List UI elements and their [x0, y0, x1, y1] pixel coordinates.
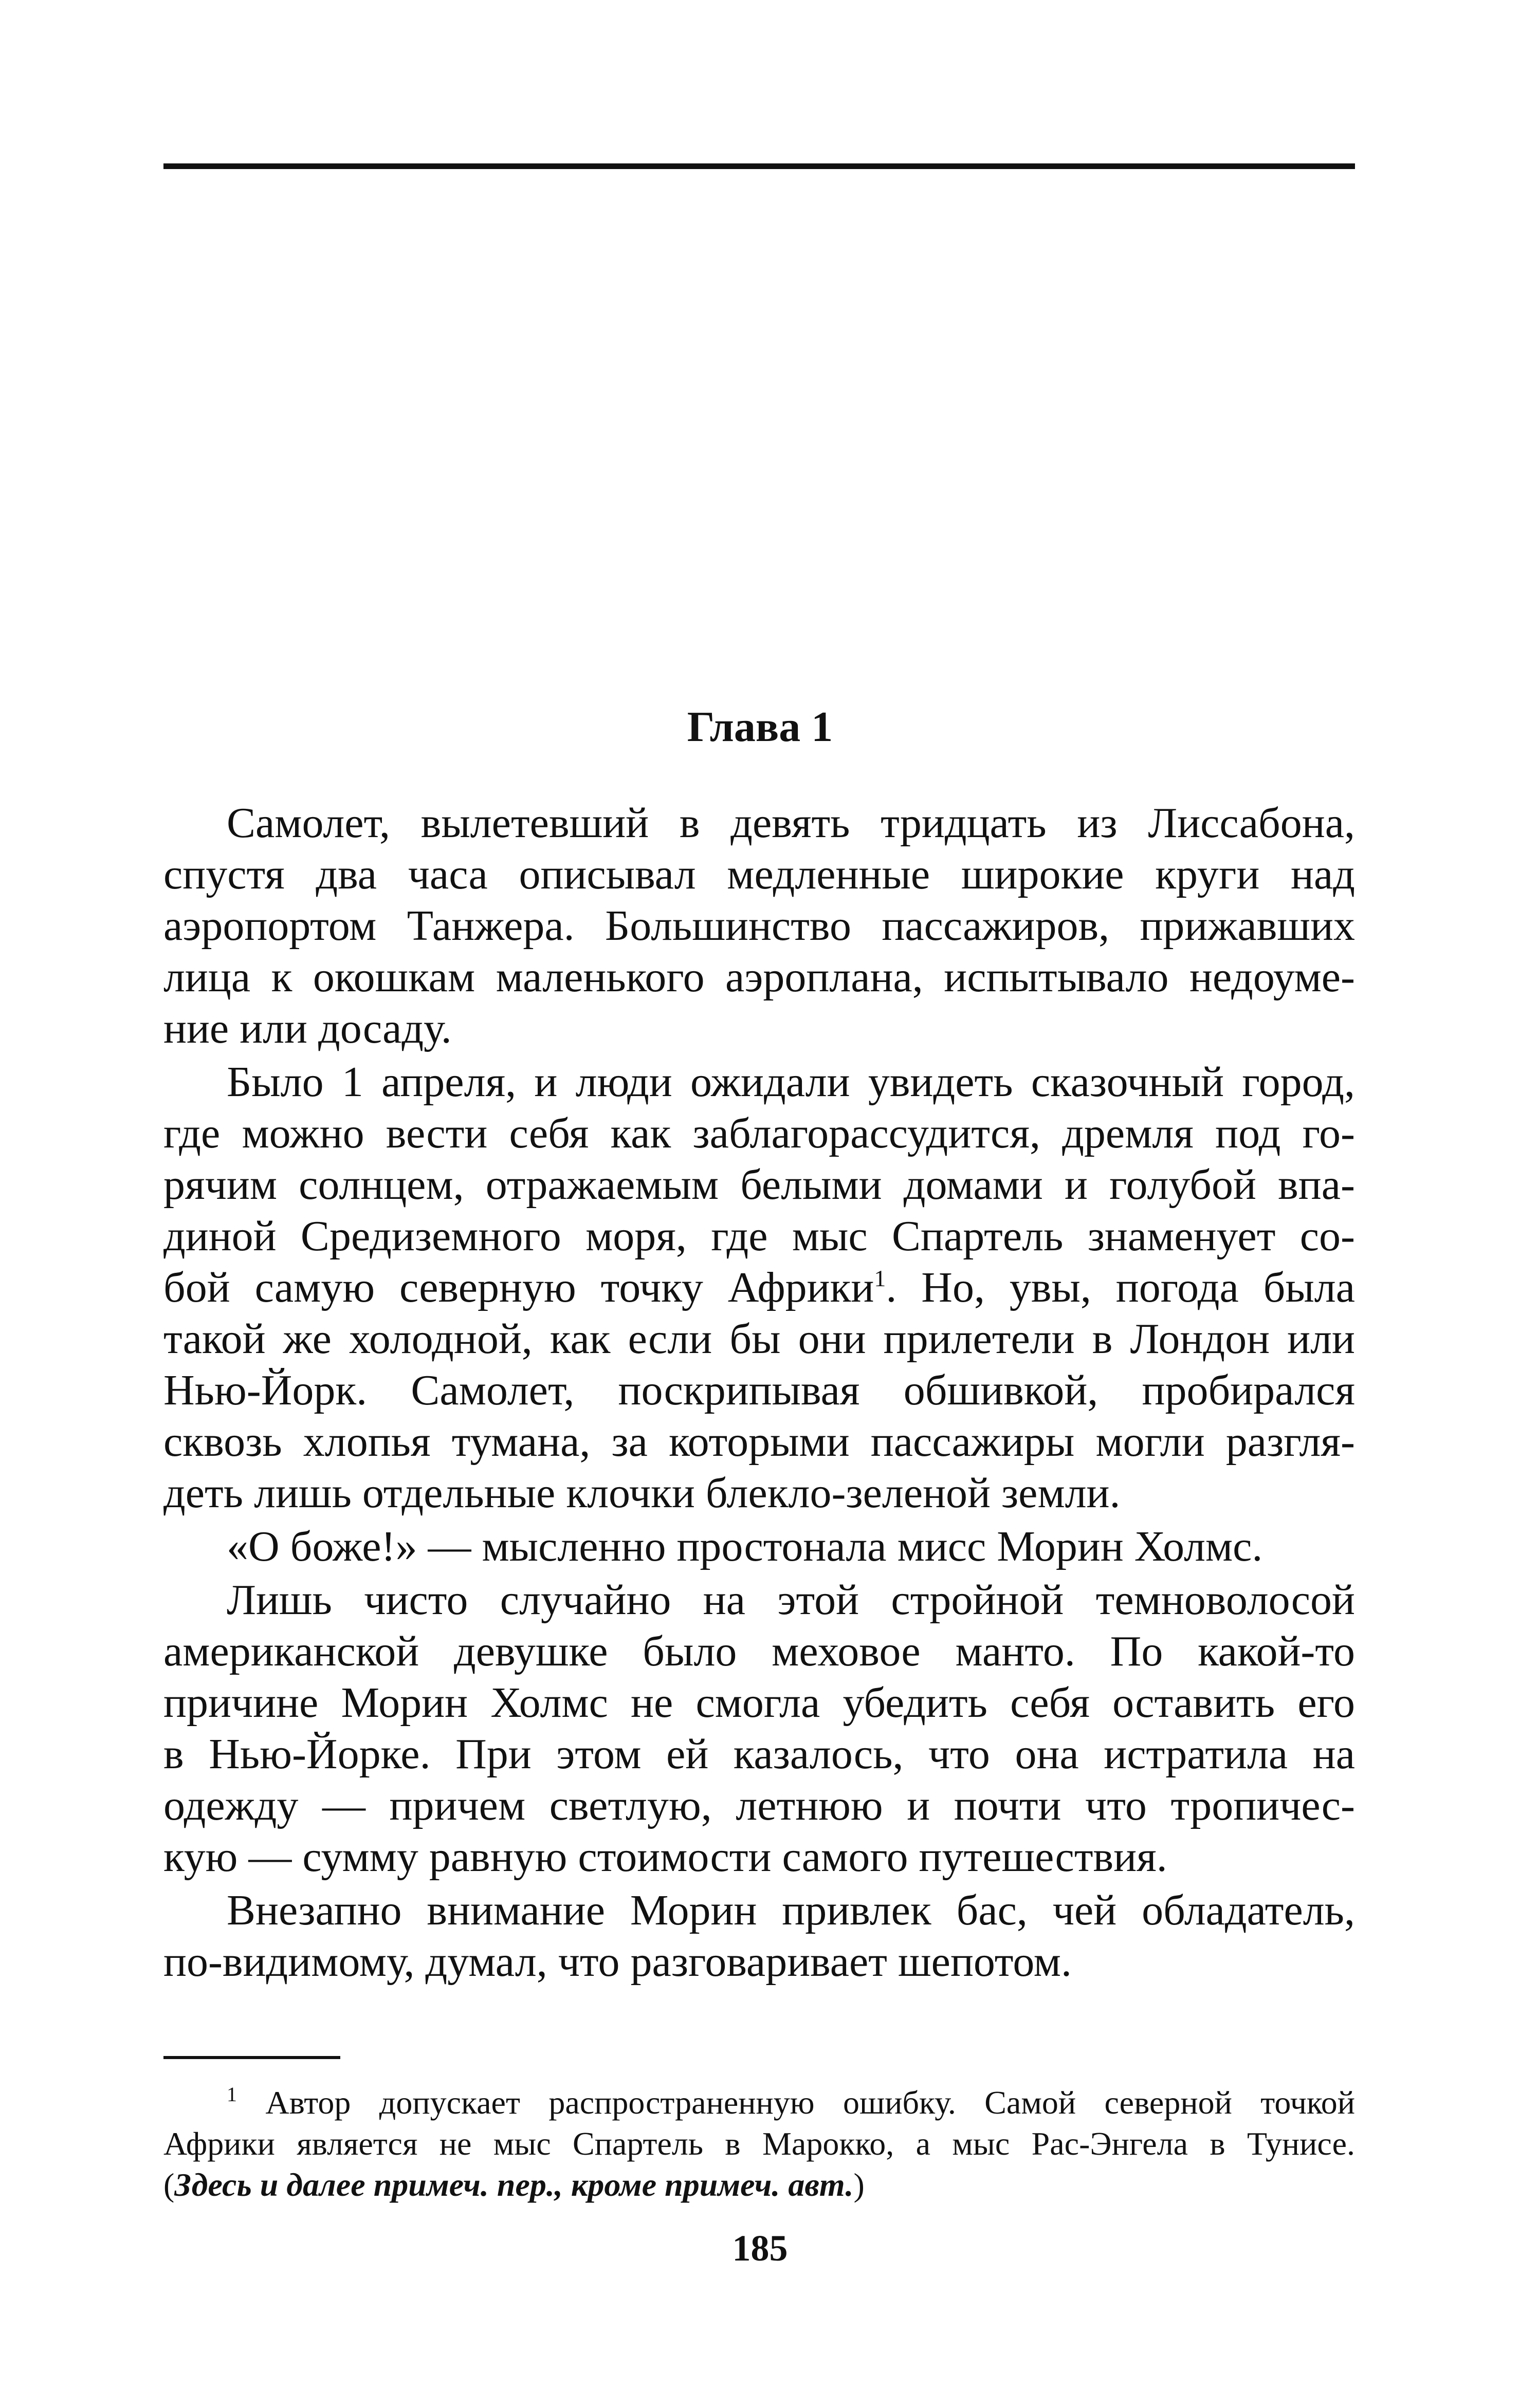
footnote-marker: 1 [227, 2083, 237, 2106]
text-line-with-footnote [163, 1262, 1355, 1313]
footnote-note: Здесь и далее примеч. пер., кроме примеч. авт. [174, 2166, 854, 2203]
text-line: кую — сумму равную стоимости самого путешествия. [163, 1833, 1167, 1881]
paragraph [163, 1521, 1355, 1572]
text-line: аэропортом Танжера. Большинство пассажиров, прижавших [163, 902, 1355, 950]
paragraph [163, 1885, 1355, 1988]
text-line: американской девушке было меховое манто. По какой-то [163, 1627, 1355, 1675]
page-number: 185 [732, 2228, 788, 2269]
text-line: Внезапно внимание Морин привлек бас, чей обладатель, [227, 1886, 1355, 1934]
text-line: одежду — причем светлую, летнюю и почти что тропичес- [163, 1782, 1355, 1829]
text-line: диной Средиземного моря, где мыс Спартель знаменует со- [163, 1212, 1355, 1260]
footnote-paren: ( [163, 2166, 175, 2203]
text-line: Было 1 апреля, и люди ожидали увидеть сказочный город, [227, 1058, 1355, 1106]
text-line: рячим солнцем, отражаемым белыми домами и голубой впа- [163, 1161, 1355, 1209]
paragraph [163, 1575, 1355, 1883]
text-line: Лишь чисто случайно на этой стройной темноволосой [227, 1576, 1355, 1624]
chapter-title: Глава 1 [687, 703, 833, 751]
footnote [163, 2082, 1355, 2206]
footnote-line [163, 2164, 1355, 2206]
text-line: по-видимому, думал, что разговаривает шепотом. [163, 1938, 1072, 1986]
text-line: спустя два часа описывал медленные широкие круги над [163, 850, 1355, 898]
text-line: сквозь хлопья тумана, за которыми пассажиры могли разгля- [163, 1418, 1355, 1466]
footnote-line: Африки является не мыс Спартель в Марокко, а мыс Рас-Энгела в Тунисе. [163, 2125, 1355, 2162]
text-line: где можно вести себя как заблагорассудится, дремля под го- [163, 1109, 1355, 1157]
footnote-paren: ) [853, 2166, 865, 2203]
text-line: Самолет, вылетевший в девять тридцать из Лиссабона, [227, 799, 1355, 847]
text-line: такой же холодной, как если бы они прилетели в Лондон или [163, 1315, 1355, 1363]
text-line: причине Морин Холмс не смогла убедить себя оставить его [163, 1679, 1355, 1727]
body-text [163, 798, 1355, 1990]
top-rule [163, 163, 1355, 169]
text-line: деть лишь отдельные клочки блекло-зеленой земли. [163, 1469, 1121, 1517]
text-line: «О боже!» — мысленно простонала мисс Морин Холмс. [227, 1523, 1263, 1570]
text-line: Нью-Йорк. Самолет, поскрипывая обшивкой, пробирался [163, 1366, 1355, 1414]
paragraph [163, 1057, 1355, 1519]
footnote-divider [163, 2056, 340, 2059]
paragraph [163, 798, 1355, 1054]
footnote-text: Автор допускает распространенную ошибку. Самой северной точкой [265, 2084, 1356, 2121]
text-line: в Нью-Йорке. При этом ей казалось, что она истратила на [163, 1730, 1355, 1778]
text-line: ние или досаду. [163, 1005, 452, 1052]
text-line: лица к окошкам маленького аэроплана, испытывало недоуме- [163, 953, 1355, 1001]
text-segment: . Но, увы, погода была [886, 1264, 1355, 1311]
text-segment: бой самую северную точку Африки [163, 1264, 874, 1311]
footnote-reference[interactable]: 1 [874, 1265, 886, 1291]
footnote-line [163, 2082, 1355, 2123]
